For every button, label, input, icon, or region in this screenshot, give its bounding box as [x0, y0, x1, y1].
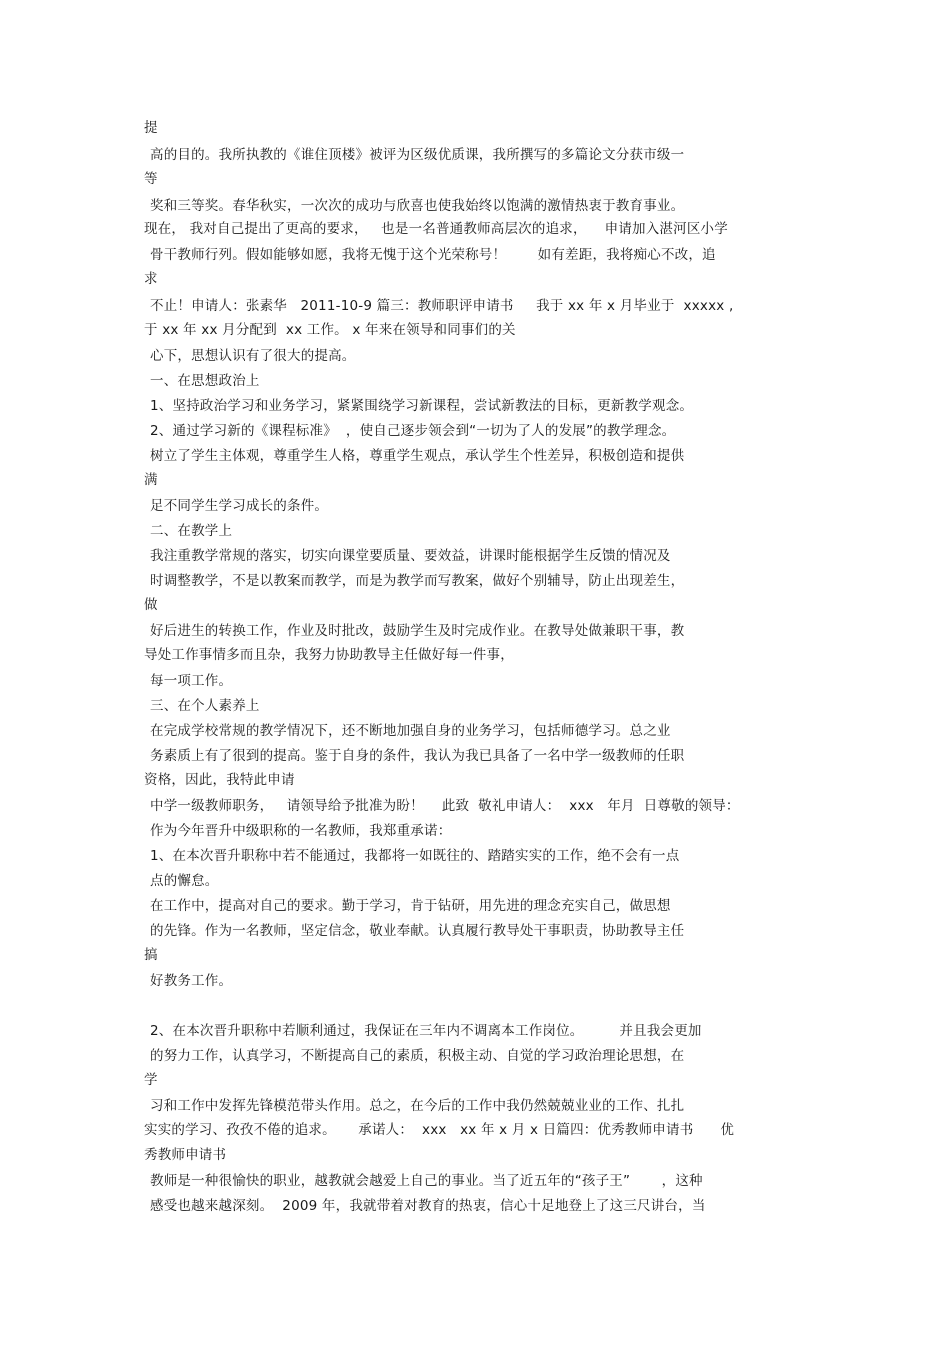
text-line: 感受也越来越深刻。 2009 年，我就带着对教育的热衷，信心十足地登上了这三尺讲台，当 [150, 1198, 706, 1214]
text-line: 骨干教师行列。假如能够如愿，我将无愧于这个光荣称号！ 如有差距，我将痴心不改，追 [150, 247, 716, 263]
text-line: 每一项工作。 [150, 673, 233, 689]
text-line: 1、在本次晋升职称中若不能通过，我都将一如既往的、踏踏实实的工作，绝不会有一点 [150, 848, 680, 864]
text-line: 的先锋。作为一名教师，坚定信念，敬业奉献。认真履行教导处干事职责，协助教导主任 [150, 923, 685, 939]
text-line: 足不同学生学习成长的条件。 [150, 498, 329, 514]
text-line: 资格，因此，我特此申请 [144, 772, 295, 788]
text-line: 务素质上有了很到的提高。鉴于自身的条件，我认为我已具备了一名中学一级教师的任职 [150, 748, 685, 764]
text-line: 1、坚持政治学习和业务学习，紧紧围绕学习新课程，尝试新教法的目标，更新教学观念。 [150, 398, 694, 414]
text-line: 现在， 我对自己提出了更高的要求， 也是一名普通教师高层次的追求， 申请加入湛河区小学 [144, 221, 728, 237]
text-line: 习和工作中发挥先锋模范带头作用。总之，在今后的工作中我仍然兢兢业业的工作、扎扎 [150, 1098, 685, 1114]
text-line: 求 [144, 271, 158, 287]
text-line: 点的懈怠。 [150, 873, 219, 889]
text-line: 等 [144, 171, 158, 187]
text-line: 于 xx 年 xx 月分配到 xx 工作。 x 年来在领导和同事们的关 [144, 322, 516, 338]
text-line: 提 [144, 120, 158, 136]
text-line: 中学一级教师职务， 请领导给予批准为盼！ 此致 敬礼申请人： xxx 年月 日尊敬的领导： [150, 798, 740, 814]
text-line: 满 [144, 472, 158, 488]
text-line: 导处工作事情多而且杂，我努力协助教导主任做好每一件事， [144, 647, 514, 663]
text-line: 的努力工作，认真学习，不断提高自己的素质，积极主动、自觉的学习政治理论思想，在 [150, 1048, 685, 1064]
text-line: 心下，思想认识有了很大的提高。 [150, 348, 356, 364]
section-heading: 二、在教学上 [150, 523, 233, 539]
section-heading: 一、在思想政治上 [150, 373, 260, 389]
text-line: 奖和三等奖。春华秋实，一次次的成功与欣喜也使我始终以饱满的激情热衷于教育事业。 [150, 198, 685, 214]
section-heading: 三、在个人素养上 [150, 698, 260, 714]
text-line: 搞 [144, 947, 158, 963]
text-line: 2、通过学习新的《课程标准》 ，使自己逐步领会到“一切为了人的发展”的教学理念。 [150, 423, 676, 439]
text-line: 时调整教学，不是以教案而教学，而是为教学而写教案，做好个别辅导，防止出现差生， [150, 573, 685, 589]
text-line: 在工作中，提高对自己的要求。勤于学习，肯于钻研，用先进的理念充实自己，做思想 [150, 898, 671, 914]
text-line: 作为今年晋升中级职称的一名教师，我郑重承诺： [150, 823, 452, 839]
text-line: 实实的学习、孜孜不倦的追求。 承诺人： xxx xx 年 x 月 x 日篇四：优秀教师申请书 优 [144, 1122, 735, 1138]
text-line: 树立了学生主体观，尊重学生人格，尊重学生观点，承认学生个性差异，积极创造和提供 [150, 448, 685, 464]
text-line: 不止！申请人：张素华 2011-10-9 篇三：教师职评申请书 我于 xx 年 x 月毕业于 xxxxx , [150, 298, 734, 314]
text-line: 教师是一种很愉快的职业，越教就会越爱上自己的事业。当了近五年的“孩子王” ，这种 [150, 1173, 703, 1189]
text-line: 做 [144, 597, 158, 613]
text-line: 好教务工作。 [150, 973, 233, 989]
text-line: 2、在本次晋升职称中若顺利通过，我保证在三年内不调离本工作岗位。 并且我会更加 [150, 1023, 702, 1039]
text-line: 高的目的。我所执教的《谁住顶楼》被评为区级优质课，我所撰写的多篇论文分获市级一 [150, 147, 685, 163]
text-line: 我注重教学常规的落实，切实向课堂要质量、要效益，讲课时能根据学生反馈的情况及 [150, 548, 671, 564]
text-line: 好后进生的转换工作，作业及时批改，鼓励学生及时完成作业。在教导处做兼职干事，教 [150, 623, 685, 639]
text-line: 秀教师申请书 [144, 1147, 227, 1163]
text-line: 在完成学校常规的教学情况下，还不断地加强自身的业务学习，包括师德学习。总之业 [150, 723, 671, 739]
text-line: 学 [144, 1072, 158, 1088]
